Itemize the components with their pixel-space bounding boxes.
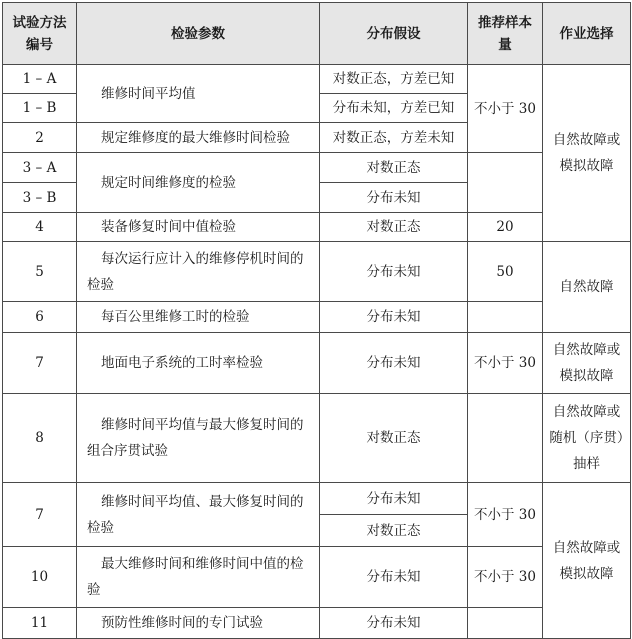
distribution: 分布未知 — [320, 302, 468, 333]
test-parameter: 维修时间平均值与最大修复时间的组合序贯试验 — [87, 417, 304, 459]
sample-size: 不小于 30 — [468, 333, 543, 394]
method-id: 5 — [3, 242, 77, 302]
table-row — [3, 302, 631, 333]
method-id: 3 – A — [3, 153, 77, 183]
test-parameter: 每次运行应计入的维修停机时间的检验 — [87, 250, 304, 293]
method-id: 4 — [3, 213, 77, 242]
test-parameter: 维修时间平均值、最大修复时间的检验 — [87, 493, 304, 536]
sample-size-empty — [468, 302, 543, 333]
test-parameter: 装备修复时间中值检验 — [101, 219, 236, 235]
operation-choice: 自然故障或模拟故障 — [543, 333, 631, 394]
method-id: 10 — [3, 547, 77, 608]
test-parameter: 地面电子系统的工时率检验 — [101, 355, 263, 371]
test-parameter: 最大维修时间和维修时间中值的检验 — [87, 556, 304, 598]
header-test-method-id: 试验方法编号 — [3, 3, 77, 65]
table-row — [3, 608, 631, 639]
table-row — [3, 333, 631, 394]
header-distribution: 分布假设 — [320, 3, 468, 65]
header-operation: 作业选择 — [543, 3, 631, 65]
sample-size: 不小于 30 — [468, 483, 543, 547]
sample-size-empty — [468, 394, 543, 483]
method-id: 3 – B — [3, 183, 77, 213]
operation-choice: 自然故障 — [543, 242, 631, 333]
header-sample-size: 推荐样本量 — [468, 3, 543, 65]
distribution: 分布未知 — [320, 333, 468, 394]
sample-size: 50 — [468, 242, 543, 302]
test-method-table — [2, 2, 631, 639]
method-id: 1 – B — [3, 94, 77, 123]
table-row — [3, 65, 631, 94]
test-parameter: 每百公里维修工时的检验 — [101, 309, 250, 325]
sample-size: 20 — [468, 213, 543, 242]
test-parameter: 维修时间平均值 — [101, 85, 196, 102]
method-id: 11 — [3, 608, 77, 639]
table-row — [3, 394, 631, 483]
distribution: 对数正态 — [320, 213, 468, 242]
distribution: 对数正态 — [320, 394, 468, 483]
method-id: 8 — [3, 394, 77, 483]
test-parameter: 预防性维修时间的专门试验 — [101, 615, 263, 631]
distribution: 对数正态，方差未知 — [320, 123, 468, 153]
test-parameter: 规定维修度的最大维修时间检验 — [101, 129, 290, 146]
distribution: 分布未知 — [320, 183, 468, 213]
sample-size-empty — [468, 153, 543, 213]
method-id: 7 — [3, 483, 77, 547]
operation-choice: 自然故障或模拟故障 — [543, 65, 631, 242]
distribution: 分布未知 — [320, 242, 468, 302]
distribution: 对数正态 — [320, 515, 468, 547]
method-id: 2 — [3, 123, 77, 153]
distribution: 分布未知，方差已知 — [320, 94, 468, 123]
table-row — [3, 547, 631, 608]
table-row — [3, 213, 631, 242]
table-row — [3, 153, 631, 183]
distribution: 对数正态 — [320, 153, 468, 183]
operation-choice: 自然故障或随机（序贯）抽样 — [543, 394, 631, 483]
table-row — [3, 242, 631, 302]
method-id: 6 — [3, 302, 77, 333]
distribution: 对数正态，方差已知 — [320, 65, 468, 94]
distribution: 分布未知 — [320, 608, 468, 639]
distribution: 分布未知 — [320, 483, 468, 515]
header-test-parameter: 检验参数 — [77, 3, 320, 65]
distribution: 分布未知 — [320, 547, 468, 608]
operation-choice: 自然故障或模拟故障 — [543, 483, 631, 639]
sample-size: 不小于 30 — [468, 547, 543, 608]
table-row — [3, 483, 631, 515]
sample-size: 不小于 30 — [468, 65, 543, 153]
header-row — [3, 3, 631, 65]
method-id: 1 – A — [3, 65, 77, 94]
sample-size-empty — [468, 608, 543, 639]
test-parameter: 规定时间维修度的检验 — [101, 174, 236, 191]
method-id: 7 — [3, 333, 77, 394]
